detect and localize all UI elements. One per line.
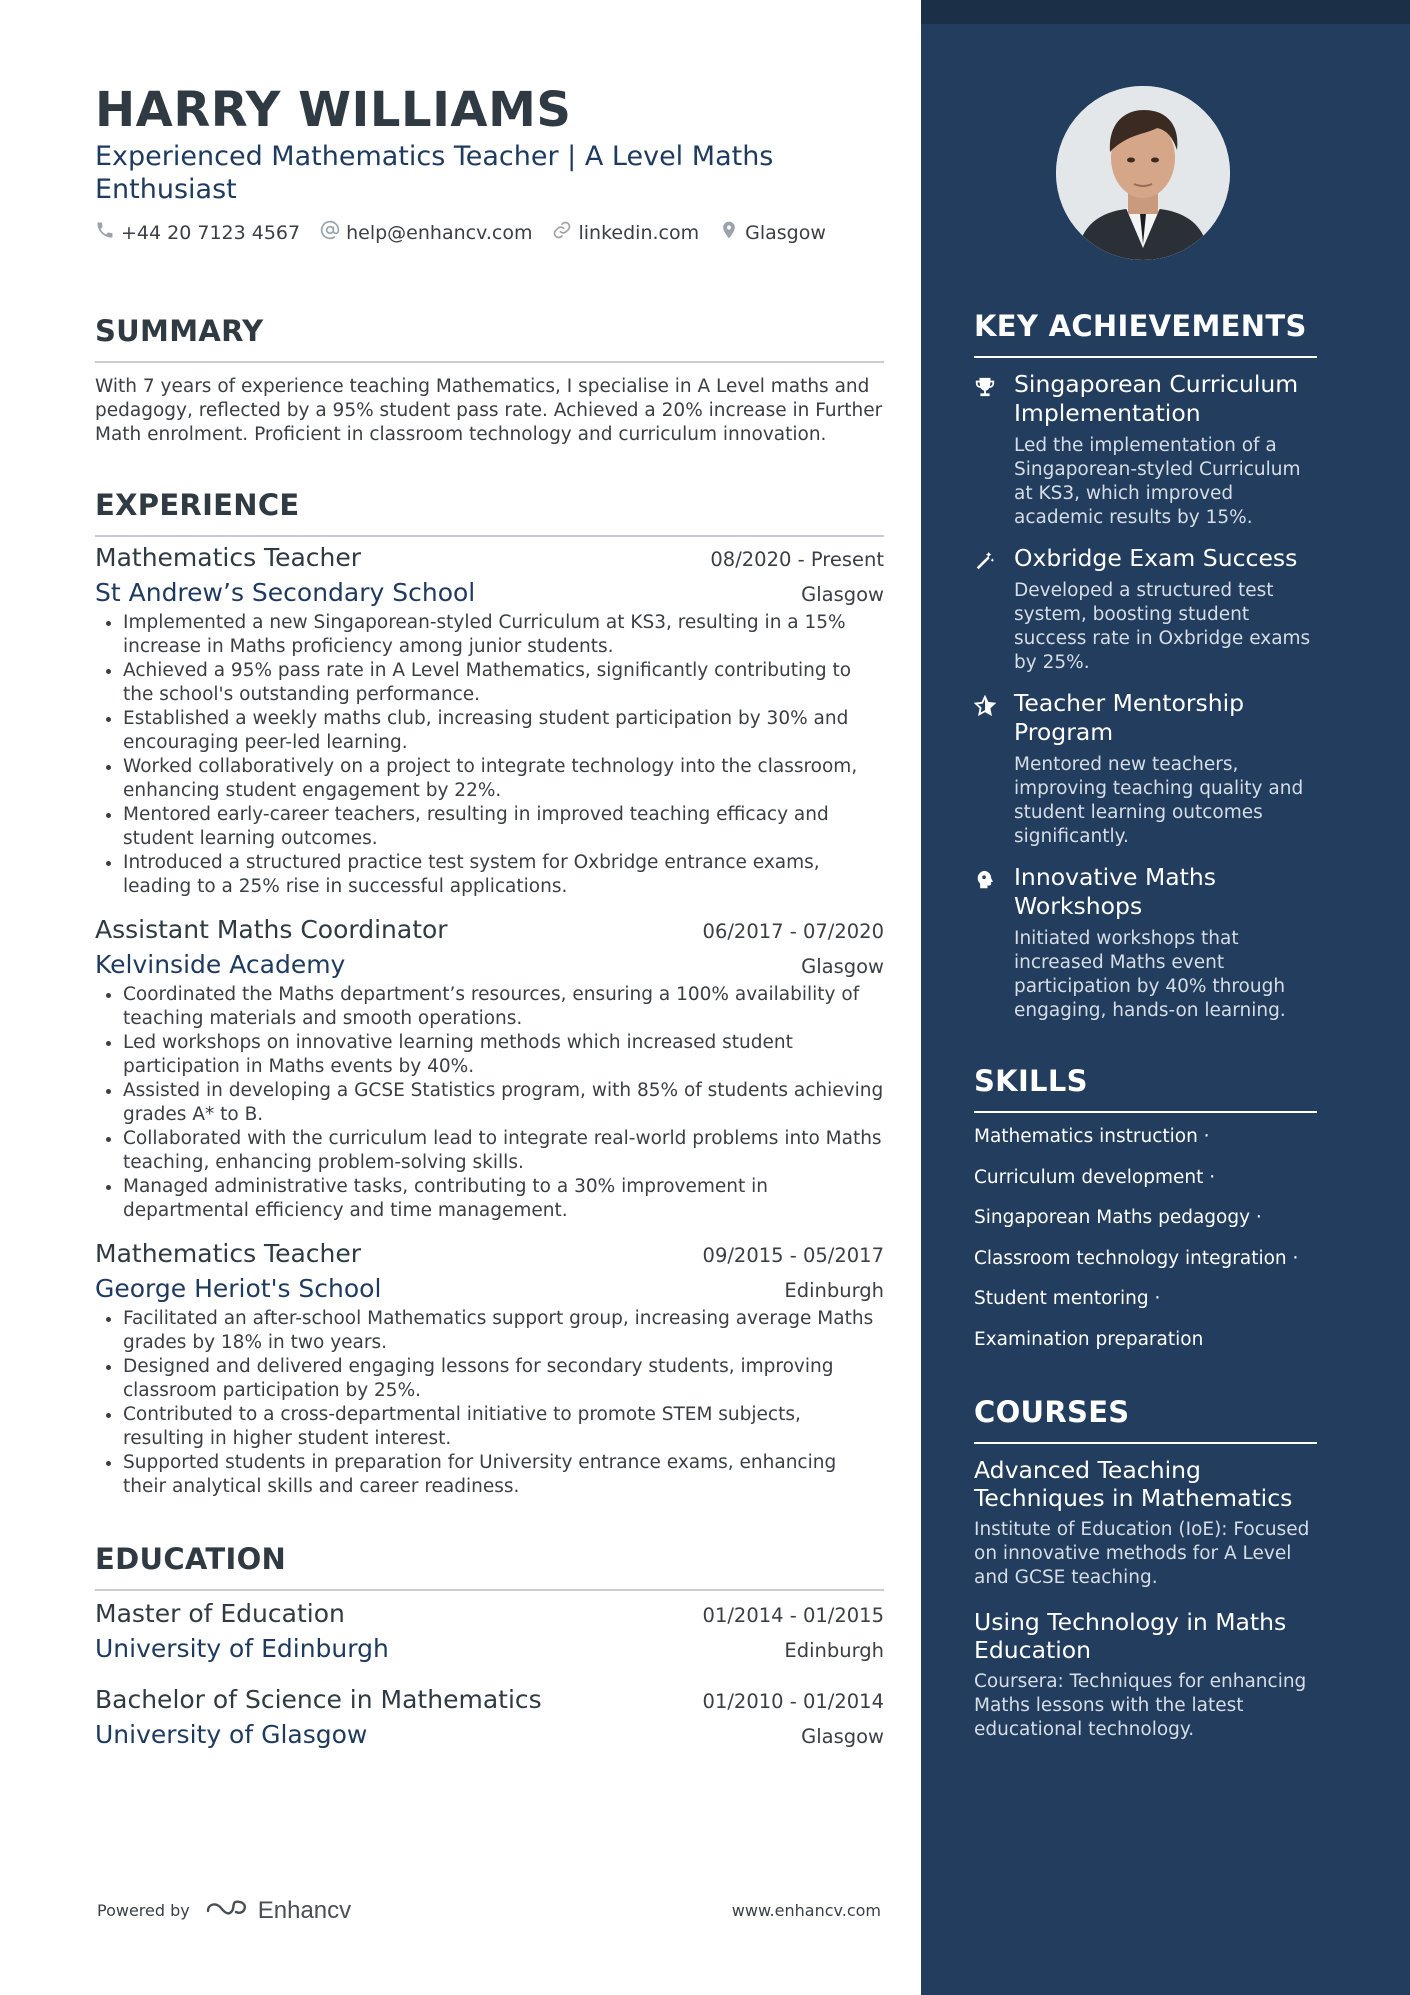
achievement-description: Mentored new teachers, improving teaching quality and student learning outcomes significantly. (1014, 754, 1304, 847)
skills-list (974, 1125, 1317, 1352)
bullet-item: • Facilitated an after-school Mathematics support group, increasing average Maths grades by 18% in two years. (123, 1307, 884, 1355)
main-column (95, 80, 884, 1753)
skill-item: Classroom technology integration · (974, 1247, 1299, 1269)
bullet-item: • Designed and delivered engaging lessons for secondary students, improving classroom participation by 25%. (123, 1355, 884, 1403)
summary-text: With 7 years of experience teaching Mathematics, I specialise in A Level maths and pedagogy, reflected by a 95% student pass rate. Achieved a 20% increase in Further Math enrolment. Proficient in classroom technology and curriculum innovation. (95, 376, 883, 445)
achievement-item (974, 863, 1317, 1023)
course-title: Using Technology in Maths Education (974, 1607, 1287, 1664)
achievement-title: Singaporean Curriculum Implementation (1014, 370, 1299, 427)
achievement-item (974, 544, 1317, 675)
school-location: Glasgow (801, 1725, 884, 1748)
job-location: Edinburgh (784, 1279, 884, 1302)
summary-section (95, 313, 884, 447)
job-title: Mathematics Teacher (95, 1239, 362, 1268)
skill-item: Student mentoring · (974, 1288, 1161, 1309)
bullet-item: • Contributed to a cross-departmental initiative to promote STEM subjects, resulting in higher student interest. (123, 1403, 884, 1451)
bullet-item: • Managed administrative tasks, contributing to a 30% improvement in departmental efficiency and time management. (123, 1175, 884, 1223)
location-pin-icon (719, 220, 739, 245)
contact-email[interactable] (320, 220, 532, 245)
section-divider (974, 1442, 1317, 1444)
company-name: Kelvinside Academy (95, 950, 346, 979)
section-title-experience: EXPERIENCE (95, 488, 300, 522)
bullet-item: • Led workshops on innovative learning methods which increased student participation in Maths events by 40%. (123, 1031, 884, 1079)
website-link[interactable]: www.enhancv.com (731, 1901, 881, 1920)
link-icon (552, 220, 572, 245)
bullet-item: • Implemented a new Singaporean-styled Curriculum at KS3, resulting in a 15% increase in Maths proficiency among junior students. (123, 611, 884, 659)
linkedin-text: linkedin.com (578, 221, 700, 244)
skill-item: Curriculum development · (974, 1166, 1216, 1188)
achievement-description: Developed a structured test system, boosting student success rate in Oxbridge exams by 25%. (1014, 580, 1311, 673)
education-dates: 01/2010 - 01/2014 (702, 1690, 884, 1713)
section-divider (95, 1589, 884, 1591)
achievement-description: Initiated workshops that increased Maths event participation by 40% through engaging, hands-on learning. (1014, 928, 1286, 1021)
experience-entry (95, 1237, 884, 1499)
degree-title: Bachelor of Science in Mathematics (95, 1685, 542, 1714)
course-title: Advanced Teaching Techniques in Mathematics (974, 1455, 1293, 1512)
education-dates: 01/2014 - 01/2015 (702, 1604, 884, 1627)
trophy-icon (974, 370, 1000, 530)
section-divider (974, 1111, 1317, 1113)
achievements-section (974, 308, 1317, 1023)
location-text: Glasgow (745, 221, 826, 244)
section-title-education: EDUCATION (95, 1542, 287, 1576)
job-location: Glasgow (801, 583, 884, 606)
phone-text: +44 20 7123 4567 (121, 221, 301, 244)
course-item (974, 1456, 1317, 1590)
contact-row (95, 220, 884, 245)
contact-linkedin[interactable] (552, 220, 699, 245)
section-title-skills: SKILLS (974, 1064, 1088, 1098)
education-section (95, 1541, 884, 1753)
degree-title: Master of Education (95, 1599, 345, 1628)
achievement-title: Teacher Mentorship Program (1014, 689, 1245, 746)
candidate-name: HARRY WILLIAMS (95, 82, 572, 138)
section-title-achievements: KEY ACHIEVEMENTS (974, 309, 1307, 343)
bullet-item: • Established a weekly maths club, increasing student participation by 30% and encouraging peer-led learning. (123, 707, 884, 755)
section-divider (974, 356, 1317, 358)
contact-location (719, 220, 826, 245)
section-title-summary: SUMMARY (95, 314, 264, 348)
skills-section (974, 1063, 1317, 1352)
job-title: Assistant Maths Coordinator (95, 915, 448, 944)
avatar (1056, 86, 1230, 260)
education-entry (95, 1597, 884, 1667)
experience-entry (95, 913, 884, 1223)
sidebar-top-bar (921, 0, 1410, 24)
skill-item: Singaporean Maths pedagogy · (974, 1207, 1262, 1228)
magic-wand-icon (974, 544, 1000, 675)
courses-section (974, 1394, 1317, 1742)
at-icon (320, 220, 340, 245)
bullet-item: • Collaborated with the curriculum lead to integrate real-world problems into Maths teaching, enhancing problem-solving skills. (123, 1127, 884, 1175)
bullet-item: • Coordinated the Maths department’s resources, ensuring a 100% availability of teaching materials and smooth operations. (123, 983, 884, 1031)
course-description: Institute of Education (IoE): Focused on innovative methods for A Level and GCSE teaching. (974, 1518, 1310, 1588)
job-title: Mathematics Teacher (95, 543, 362, 572)
brain-icon (974, 863, 1000, 1023)
phone-icon (95, 220, 115, 245)
education-entry (95, 1683, 884, 1753)
school-name: University of Glasgow (95, 1720, 368, 1749)
achievement-description: Led the implementation of a Singaporean-styled Curriculum at KS3, which improved academic results by 15%. (1014, 435, 1301, 528)
contact-phone[interactable] (95, 220, 300, 245)
company-name: George Heriot's School (95, 1274, 382, 1303)
job-dates: 06/2017 - 07/2020 (702, 920, 884, 943)
experience-section (95, 487, 884, 1499)
bullet-item: • Supported students in preparation for University entrance exams, enhancing their analytical skills and career readiness. (123, 1451, 884, 1499)
headline: Experienced Mathematics Teacher | A Level Maths Enthusiast (95, 141, 774, 205)
experience-entry (95, 541, 884, 899)
course-description: Coursera: Techniques for enhancing Maths lessons with the latest educational technology. (974, 1670, 1307, 1740)
achievement-item (974, 689, 1317, 849)
brand-logo[interactable] (204, 1895, 351, 1926)
brand-name: Enhancv (257, 1896, 352, 1924)
bullet-item: • Mentored early-career teachers, resulting in improved teaching efficacy and student learning outcomes. (123, 803, 884, 851)
job-location: Glasgow (801, 955, 884, 978)
school-name: University of Edinburgh (95, 1634, 389, 1663)
achievement-title: Oxbridge Exam Success (1014, 544, 1298, 572)
achievement-title: Innovative Maths Workshops (1014, 863, 1217, 920)
achievement-item (974, 370, 1317, 530)
section-divider (95, 535, 884, 537)
job-bullets (95, 611, 884, 899)
bullet-item: • Assisted in developing a GCSE Statistics program, with 85% of students achieving grades A* to B. (123, 1079, 884, 1127)
bullet-item: • Introduced a structured practice test system for Oxbridge entrance exams, leading to a 25% rise in successful applications. (123, 851, 884, 899)
bullet-item: • Worked collaboratively on a project to integrate technology into the classroom, enhancing student engagement by 22%. (123, 755, 884, 803)
footer (97, 1895, 881, 1926)
sidebar-content (974, 308, 1317, 1760)
job-dates: 09/2015 - 05/2017 (702, 1244, 884, 1267)
star-icon (974, 689, 1000, 849)
enhancv-logo-icon (204, 1895, 250, 1926)
course-item (974, 1608, 1317, 1742)
company-name: St Andrew’s Secondary School (95, 578, 476, 607)
section-divider (95, 361, 884, 363)
sidebar (921, 0, 1410, 1995)
bullet-item: • Achieved a 95% pass rate in A Level Mathematics, significantly contributing to the school's outstanding performance. (123, 659, 884, 707)
school-location: Edinburgh (784, 1639, 884, 1662)
job-bullets (95, 1307, 884, 1499)
section-title-courses: COURSES (974, 1394, 1130, 1429)
powered-by (97, 1895, 351, 1926)
email-text: help@enhancv.com (346, 221, 533, 244)
skill-item: Mathematics instruction · (974, 1126, 1210, 1147)
job-bullets (95, 983, 884, 1223)
skill-item: Examination preparation (974, 1328, 1204, 1350)
job-dates: 08/2020 - Present (710, 548, 884, 571)
powered-by-label: Powered by (97, 1901, 190, 1920)
